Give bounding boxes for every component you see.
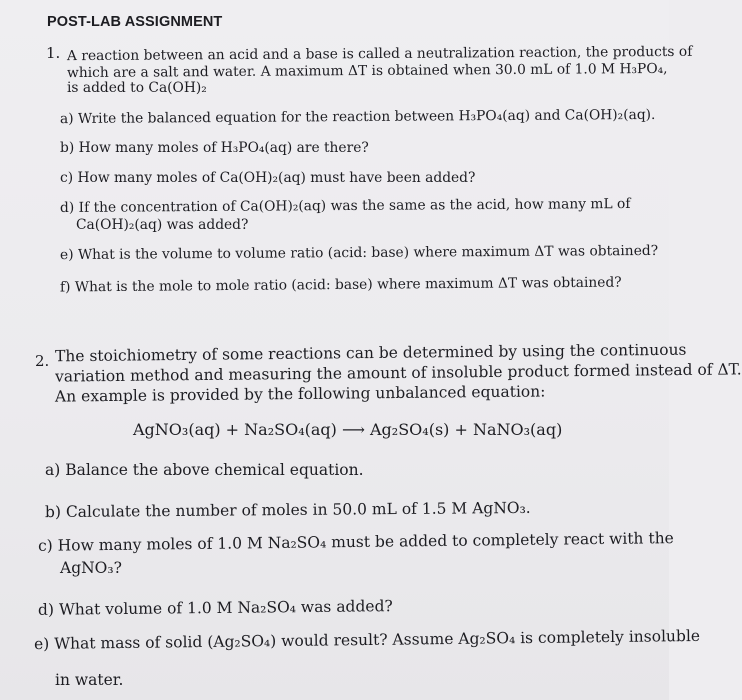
question-2-number: 2. bbox=[35, 352, 50, 370]
question-1-number: 1. bbox=[46, 44, 61, 62]
q2-part-e-line-1: e) What mass of solid (Ag₂SO₄) would result? Assume Ag₂SO₄ is completely insoluble bbox=[33, 626, 701, 654]
q2-intro-line-2: variation method and measuring the amount of insoluble product formed instead of ΔT. bbox=[54, 360, 742, 386]
q1-intro-line-2: which are a salt and water. A maximum ΔT is obtained when 30.0 mL of 1.0 M H₃PO₄, bbox=[66, 60, 668, 82]
chemical-equation: AgNO₃(aq) + Na₂SO₄(aq) ⟶ Ag₂SO₄(s) + NaNO₃(aq) bbox=[133, 420, 563, 439]
page-title: POST-LAB ASSIGNMENT bbox=[47, 14, 223, 30]
q1-part-e: e) What is the volume to volume ratio (acid: base) where maximum ΔT was obtained? bbox=[59, 242, 659, 264]
q1-part-d-line-1: d) If the concentration of Ca(OH)₂(aq) was the same as the acid, how many mL of bbox=[59, 196, 631, 216]
q2-part-c-line-1: c) How many moles of 1.0 M Na₂SO₄ must be added to completely react with the bbox=[37, 529, 674, 555]
q1-intro-line-3: is added to Ca(OH)₂ bbox=[67, 80, 207, 96]
q2-part-a: a) Balance the above chemical equation. bbox=[45, 461, 364, 479]
q1-part-f: f) What is the mole to mole ratio (acid: base) where maximum ΔT was obtained? bbox=[59, 274, 622, 296]
q1-part-a: a) Write the balanced equation for the reaction between H₃PO₄(aq) and Ca(OH)₂(aq). bbox=[59, 106, 656, 128]
q2-part-c-line-2: AgNO₃? bbox=[60, 559, 122, 577]
q2-part-e-line-2: in water. bbox=[55, 671, 124, 689]
q1-part-c: c) How many moles of Ca(OH)₂(aq) must have been added? bbox=[60, 170, 476, 186]
q1-part-d-line-2: Ca(OH)₂(aq) was added? bbox=[76, 217, 249, 233]
q2-part-d: d) What volume of 1.0 M Na₂SO₄ was added? bbox=[37, 597, 393, 619]
q1-part-b: b) How many moles of H₃PO₄(aq) are there? bbox=[60, 140, 369, 156]
q2-part-b: b) Calculate the number of moles in 50.0 mL of 1.5 M AgNO₃. bbox=[44, 498, 531, 522]
q1-intro-line-1: A reaction between an acid and a base is called a neutralization reaction, the products of bbox=[66, 43, 693, 65]
q2-intro-line-3: An example is provided by the following unbalanced equation: bbox=[54, 382, 546, 406]
q2-intro-line-1: The stoichiometry of some reactions can be determined by using the continuous bbox=[54, 340, 687, 366]
